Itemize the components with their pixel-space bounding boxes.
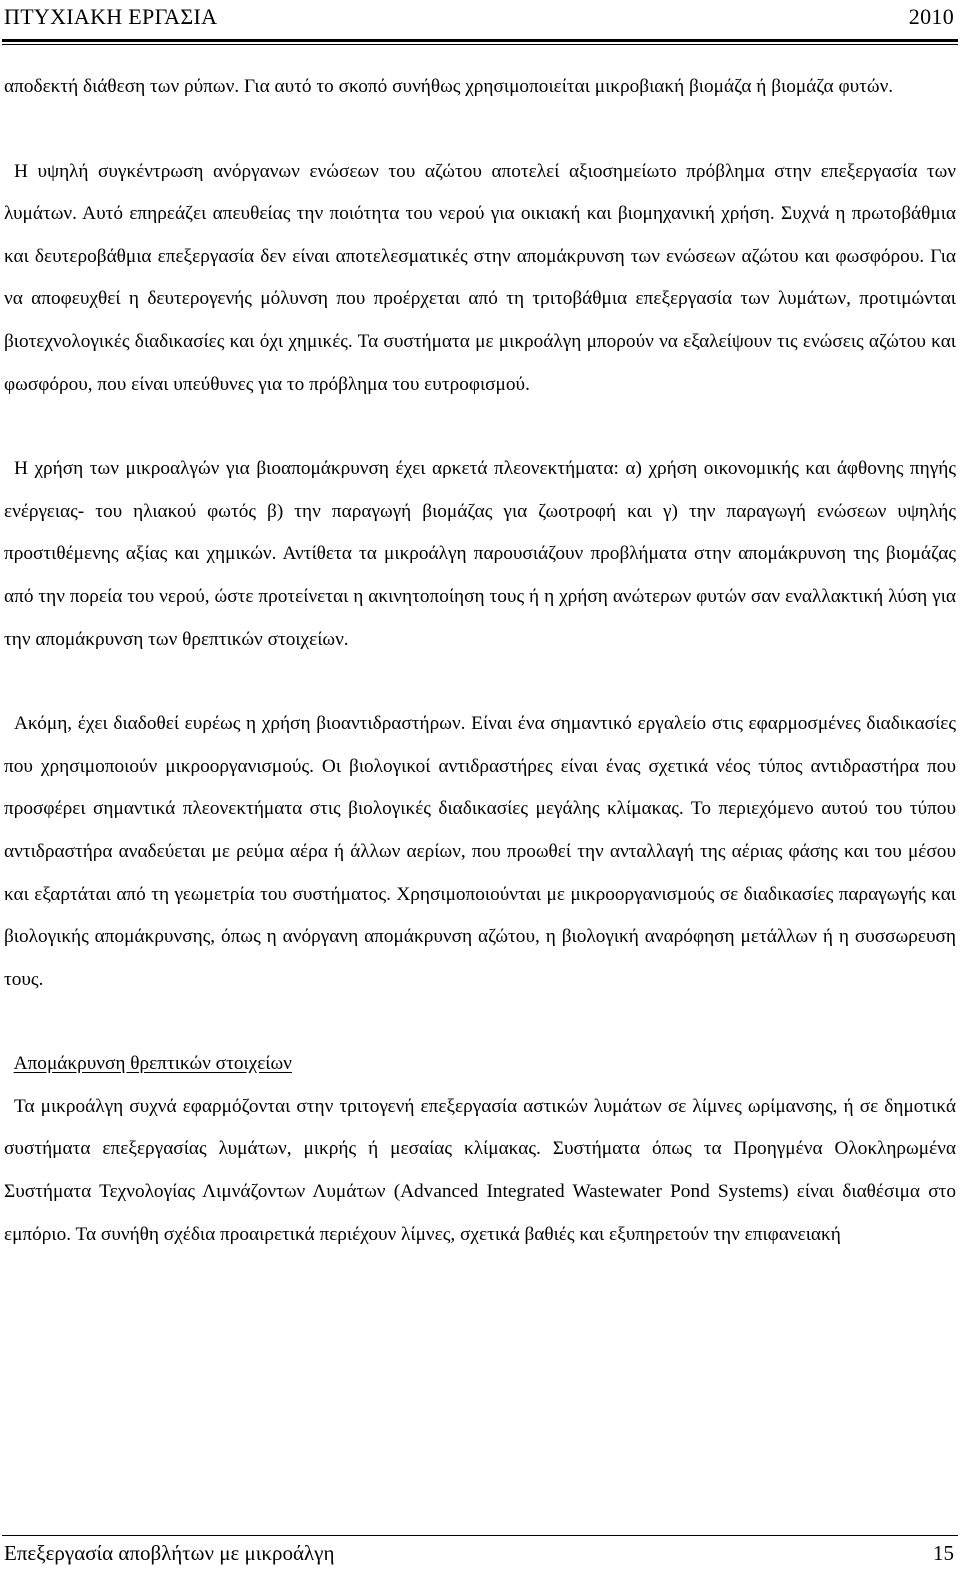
header-year: 2010 (908, 4, 954, 29)
paragraph-4: Ακόμη, έχει διαδοθεί ευρέως η χρήση βιοαντιδραστήρων. Είναι ένα σημαντικό εργαλείο στις εφαρμοσμένες διαδικασίες που χρησιμοποιούν μικροοργανισμούς. Οι βιολογικοί αντιδραστήρες είναι ένας σχετικά νέος τύπος αντιδραστήρα που προσφέρει σημαντικά πλεονεκτήματα στις βιολογικές διαδικασίες μεγάλης κλίμακας. Το περιεχόμενο αυτού του τύπου αντιδραστήρα αναδεύεται με ρεύμα αέρα ή άλλων αερίων, που προωθεί την ανταλλαγή της αέριας φάσης και του μέσου και εξαρτάται από τη γεωμετρία του συστήματος. Χρησιμοποιούνται με μικροοργανισμούς σε διαδικασίες παραγωγής και βιολογικής απομάκρυνσης, όπως η ανόργανη απομάκρυνση αζώτου, η βιολογική αναρόφηση μετάλλων ή η συσσωρευση τους. (4, 713, 956, 990)
section-heading (4, 1043, 956, 1086)
paragraph-3: Η χρήση των μικροαλγών για βιοαπομάκρυνση έχει αρκετά πλεονεκτήματα: α) χρήση οικονομικής και άφθονης πηγής ενέργειας- του ηλιακού φωτός β) την παραγωγή βιομάζας για ζωοτροφή και γ) την παραγωγή ενώσεων υψηλής προστιθέμενης αξίας και χημικών. Αντίθετα τα μικροάλγη παρουσιάζουν προβλήματα στην απομάκρυνση της βιομάζας από την πορεία του νερού, ώστε προτείνεται η ακινητοποίηση τους ή η χρήση ανώτερων φυτών σαν εναλλακτική λύση για την απομάκρυνση των θρεπτικών στοιχείων. (4, 458, 956, 650)
footer-title: Επεξεργασία αποβλήτων με μικροάλγη (4, 1540, 335, 1565)
paragraph-gap (4, 406, 956, 448)
page-footer (4, 1538, 954, 1568)
header-title: ΠΤΥΧΙΑΚΗ ΕΡΓΑΣΙΑ (4, 4, 218, 29)
footer-rule (2, 1535, 958, 1536)
paragraph-gap (4, 1001, 956, 1043)
header-rule-thick (2, 39, 958, 42)
paragraph-5: Τα μικροάλγη συχνά εφαρμόζονται στην τριτογενή επεξεργασία αστικών λυμάτων σε λίμνες ωρίμανσης, ή σε δημοτικά συστήματα επεξεργασίας λυμάτων, μικρής ή μεσαίας κλίμακας. Συστήματα όπως τα Προηγμένα Ολοκληρωμένα Συστήματα Τεχνολογίας Λιμνάζοντων Λυμάτων (Advanced Integrated Wastewater Pond Systems) είναι διαθέσιμα στο εμπόριο. Τα συνήθη σχέδια προαιρετικά περιέχουν λίμνες, σχετικά βαθιές και εξυπηρετούν την επιφανειακή (4, 1095, 956, 1245)
page-body (4, 66, 956, 1256)
page-number: 15 (933, 1540, 954, 1565)
paragraph-1: αποδεκτή διάθεση των ρύπων. Για αυτό το σκοπό συνήθως χρησιμοποιείται μικροβιακή βιομάζα ή βιομάζα φυτών. (4, 76, 894, 97)
paragraph-gap (4, 661, 956, 703)
page-header (4, 0, 954, 34)
header-rule-thin (2, 44, 958, 45)
paragraph-gap (4, 109, 956, 151)
section-heading-text: Απομάκρυνση θρεπτικών στοιχείων (13, 1053, 292, 1075)
paragraph-2: Η υψηλή συγκέντρωση ανόργανων ενώσεων του αζώτου αποτελεί αξιοσημείωτο πρόβλημα στην επεξεργασία των λυμάτων. Αυτό επηρεάζει απευθείας την ποιότητα του νερού για οικιακή και βιομηχανική χρήση. Συχνά η πρωτοβάθμια και δευτεροβάθμια επεξεργασία δεν είναι αποτελεσματικές στην απομάκρυνση των ενώσεων αζώτου και φωσφόρου. Για να αποφευχθεί η δευτερογενής μόλυνση που προέρχεται από τη τριτοβάθμια επεξεργασία των λυμάτων, προτιμώνται βιοτεχνολογικές διαδικασίες και όχι χημικές. Τα συστήματα με μικροάλγη μπορούν να εξαλείψουν τις ενώσεις αζώτου και φωσφόρου, που είναι υπεύθυνες για το πρόβλημα του ευτροφισμού. (4, 160, 956, 395)
